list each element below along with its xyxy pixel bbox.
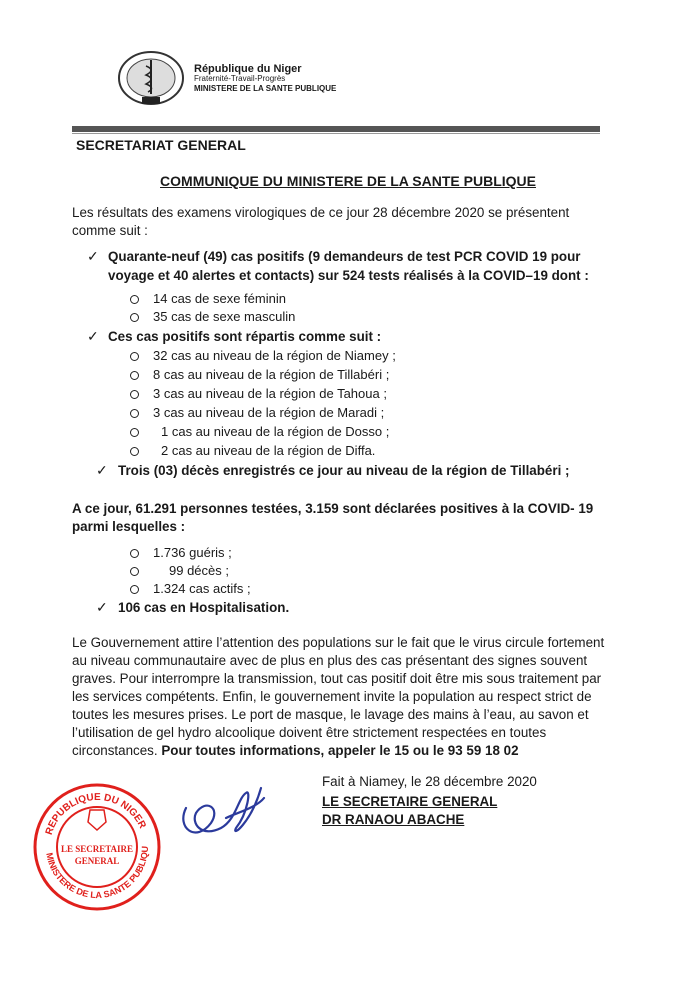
header-republic: République du Niger: [194, 63, 302, 75]
para-last-line: [72, 742, 519, 760]
ministry-logo: [116, 48, 186, 108]
region-diffa: 2 cas au niveau de la région de Diffa.: [161, 443, 376, 458]
bullet-icon: [130, 295, 139, 304]
region-tahoua: 3 cas au niveau de la région de Tahoua ;: [153, 386, 387, 401]
bullet-icon: [130, 390, 139, 399]
item1-line-1: Quarante-neuf (49) cas positifs (9 demandeurs de test PCR COVID 19 pour: [108, 249, 581, 264]
svg-text:LE SECRETAIRE: LE SECRETAIRE: [60, 844, 134, 854]
header-motto: Fraternité-Travail-Progrès: [194, 74, 286, 83]
item4-text: 106 cas en Hospitalisation.: [118, 600, 290, 615]
handwritten-signature: [166, 768, 276, 858]
item1-line-2: voyage et 40 alertes et contacts) sur 524 tests réalisés à la COVID–19 dont :: [108, 268, 589, 283]
para-line: circonstances.: [72, 743, 158, 758]
region-tillaberi: 8 cas au niveau de la région de Tillabéri ;: [153, 367, 390, 382]
check-icon: ✓: [96, 599, 108, 615]
svg-text:REPUBLIQUE DU NIGER: REPUBLIQUE DU NIGER: [43, 791, 148, 837]
total-deaths: 99 décès ;: [169, 563, 229, 578]
total-active: 1.324 cas actifs ;: [153, 581, 251, 596]
intro-line-1: Les résultats des examens virologiques de ce jour 28 décembre 2020 se présentent: [72, 205, 570, 220]
summary-line-1: A ce jour, 61.291 personnes testées, 3.159 sont déclarées positives à la COVID- 19: [72, 501, 594, 516]
para-line: Le Gouvernement attire l’attention des populations sur le fait que le virus circule fortement: [72, 635, 605, 650]
bullet-icon: [130, 313, 139, 322]
region-dosso: 1 cas au niveau de la région de Dosso ;: [161, 424, 390, 439]
bullet-icon: [130, 585, 139, 594]
svg-text:GENERAL: GENERAL: [74, 856, 120, 866]
para-line: toutes les mesures prises. Le port de masque, le lavage des mains à l’eau, au savon et: [72, 707, 589, 722]
item3-text: Trois (03) décès enregistrés ce jour au niveau de la région de Tillabéri ;: [118, 463, 570, 478]
list-item: [130, 367, 389, 382]
bullet-icon: [130, 549, 139, 558]
official-stamp: [32, 782, 162, 912]
signer-title: LE SECRETAIRE GENERAL: [322, 794, 498, 809]
signer-name: DR RANAOU ABACHE: [322, 812, 465, 827]
bullet-icon: [130, 428, 139, 437]
bullet-icon: [130, 352, 139, 361]
item2-text: Ces cas positifs sont répartis comme suit :: [108, 329, 382, 344]
bullet-icon: [130, 447, 139, 456]
check-icon: ✓: [87, 328, 99, 344]
list-item: [130, 386, 387, 401]
list-item: [130, 424, 389, 439]
bullet-icon: [130, 409, 139, 418]
header-rule: [72, 126, 600, 132]
para-line: les services compétents. Enfin, le gouvernement invite la population au respect strict de: [72, 689, 592, 704]
header-ministry: MINISTERE DE LA SANTE PUBLIQUE: [194, 84, 337, 93]
summary-line-2: parmi lesquelles :: [72, 519, 186, 534]
header-rule-thin: [72, 133, 600, 134]
page-title: COMMUNIQUE DU MINISTERE DE LA SANTE PUBLIQUE: [160, 173, 536, 189]
check-icon: ✓: [87, 248, 99, 264]
region-maradi: 3 cas au niveau de la région de Maradi ;: [153, 405, 385, 420]
sex-male: 35 cas de sexe masculin: [153, 309, 296, 324]
secretariat-heading: SECRETARIAT GENERAL: [76, 137, 246, 153]
sex-female: 14 cas de sexe féminin: [153, 291, 286, 306]
total-recovered: 1.736 guéris ;: [153, 545, 232, 560]
bullet-icon: [130, 567, 139, 576]
list-item: [130, 563, 229, 578]
list-item: [130, 581, 251, 596]
list-item: [130, 348, 396, 363]
list-item: [130, 443, 375, 458]
para-line: graves. Pour interrompre la transmission, tout cas positif doit être mis sous traitement par: [72, 671, 602, 686]
bullet-icon: [130, 371, 139, 380]
para-line: l’utilisation de gel hydro alcoolique doivent être strictement respectées en toutes: [72, 725, 547, 740]
list-item: [130, 545, 232, 560]
list-item: [130, 309, 295, 324]
region-niamey: 32 cas au niveau de la région de Niamey ;: [153, 348, 396, 363]
para-line: au niveau communautaire avec de plus en plus des cas présentant des signes souvent: [72, 653, 588, 668]
contact-info: Pour toutes informations, appeler le 15 ou le 93 59 18 02: [161, 743, 519, 758]
check-icon: ✓: [96, 462, 108, 478]
place-date: Fait à Niamey, le 28 décembre 2020: [322, 774, 537, 789]
svg-text:MINISTERE DE LA SANTE PUBLIQUE: MINISTERE DE LA SANTE PUBLIQU: [44, 845, 151, 901]
intro-line-2: comme suit :: [72, 223, 148, 238]
list-item: [130, 291, 286, 306]
header-block: [194, 64, 336, 94]
list-item: [130, 405, 384, 420]
